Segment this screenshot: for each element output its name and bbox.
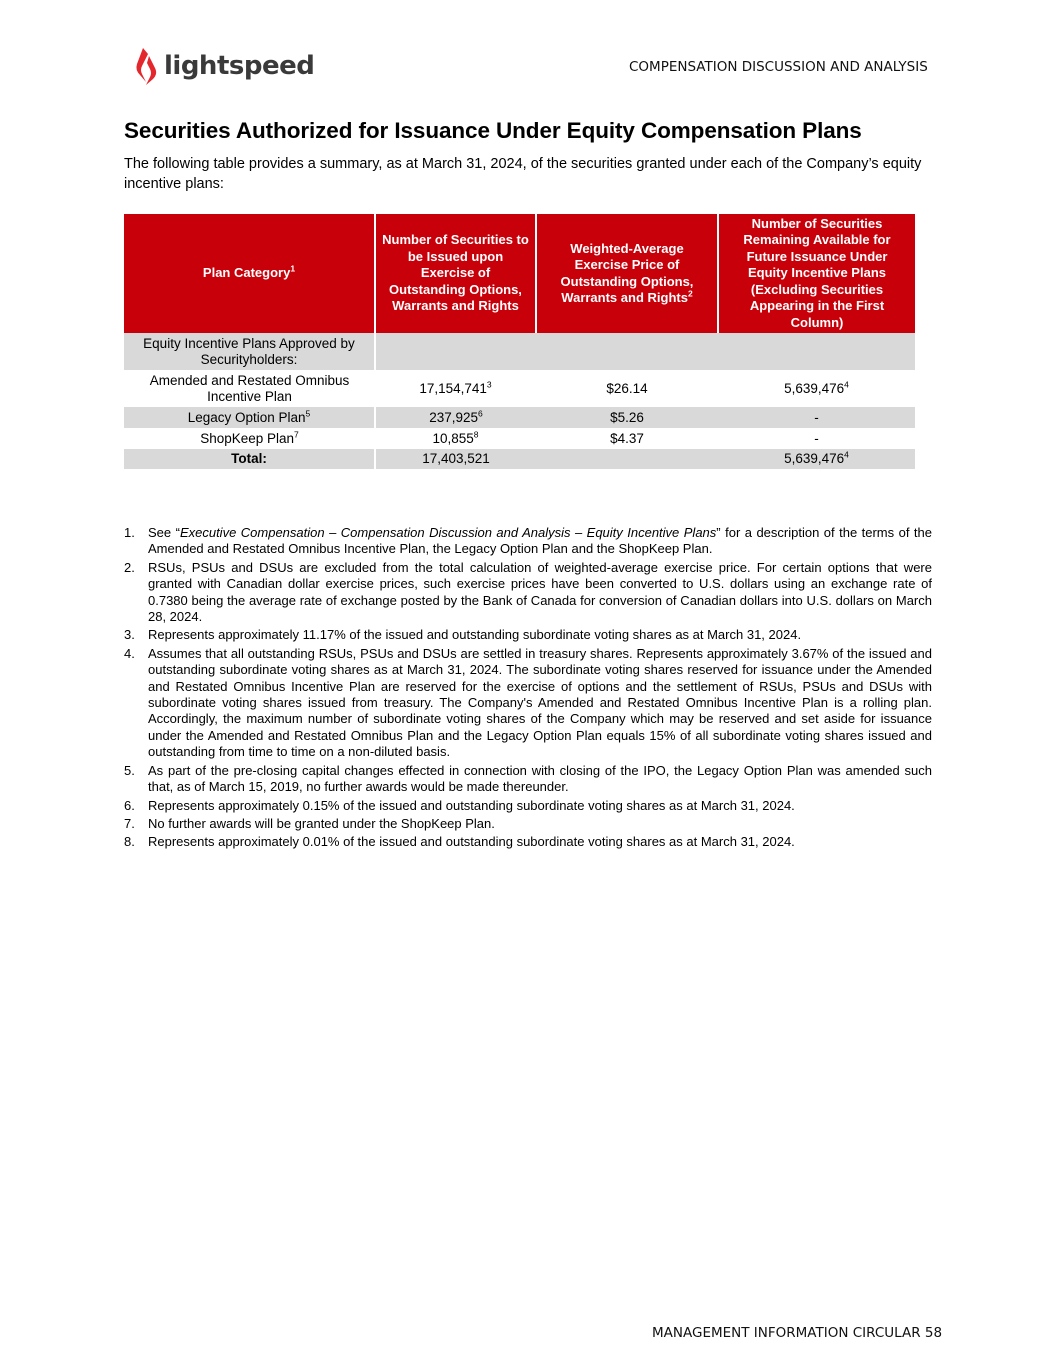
section-label: Equity Incentive Plans Approved by Securityholders: — [124, 333, 375, 370]
securities-to-issue: 10,855$^8$ — [432, 429, 479, 446]
plan-name: ShopKeep Plan$^7$ — [200, 429, 299, 446]
column-header: Weighted-Average Exercise Price of Outstanding Options, Warrants and Rights$^2$ — [536, 214, 718, 333]
footnote: 5. As part of the pre-closing capital changes effected in connection with closing of the IPO, the Legacy Option Plan was amended such that, as of March 15, 2019, no further awards would be made thereunder. — [124, 762, 932, 795]
plan-name: Amended and Restated Omnibus Incentive Plan — [149, 372, 350, 404]
total-securities-to-issue: 17,403,521 — [375, 449, 536, 469]
securities-to-issue: 237,925$^6$ — [375, 407, 536, 428]
table-total-row — [124, 449, 915, 469]
footnote: 2. RSUs, PSUs and DSUs are excluded from the total calculation of weighted-average exercise price. For certain options that were granted with Canadian dollar exercise prices, such exercise prices have been converted to U.S. dollars using an exchange rate of 0.7380 being the average rate of exchange posted by the Bank of Canada for conversion of Canadian dollars into U.S. dollars on March 28, 2024. — [124, 559, 932, 625]
plan-name: Legacy Option Plan$^5$ — [124, 407, 375, 428]
table-row — [124, 370, 915, 407]
footnote: 3. Represents approximately 11.17% of the issued and outstanding subordinate voting shares as at March 31, 2024. — [124, 627, 802, 643]
logo-wordmark: lightspeed — [164, 51, 315, 81]
footnote: 6. Represents approximately 0.15% of the issued and outstanding subordinate voting shares as at March 31, 2024. — [124, 797, 795, 813]
footnote: 1. See “Executive Compensation – Compensation Discussion and Analysis – Equity Incentive Plans” for a description of the terms of the Amended and Restated Omnibus Incentive Plan, the Legacy Option Plan and the ShopKeep Plan. — [124, 525, 932, 557]
intro-paragraph: The following table provides a summary, as at March 31, 2024, of the securities granted under each of the Company’s equity incentive plans: — [124, 156, 922, 192]
securities-to-issue: 17,154,741$^3$ — [419, 379, 492, 396]
section-header: COMPENSATION DISCUSSION AND ANALYSIS — [629, 59, 928, 75]
company-logo — [134, 46, 314, 86]
table-section-row — [124, 333, 915, 370]
total-label: Total: — [124, 449, 375, 469]
exercise-price: $4.37 — [610, 430, 644, 446]
footnote: 8. Represents approximately 0.01% of the issued and outstanding subordinate voting shares as at March 31, 2024. — [124, 834, 795, 850]
table-header-row — [124, 214, 915, 333]
table-row — [124, 407, 915, 428]
footnote: 4. Assumes that all outstanding RSUs, PSUs and DSUs are settled in treasury shares. Represents approximately 3.67% of the issued and outstanding subordinate voting shares as at March 31, 2024. The subordinate voting shares reserved for issuance under the Amended and Restated Omnibus Incentive Plan are reserved for the exercise of options and the settlement of RSUs, PSUs and DSUs with subordinate voting shares issued from treasury. The Company's Amended and Restated Omnibus Incentive Plan is a rolling plan. Accordingly, the maximum number of subordinate voting shares of the Company which may be reserved and set aside for issuance under the Amended and Restated Omnibus Plan and the Legacy Option Plan equals 15% of all subordinate voting shares issued and outstanding from time to time on a non-diluted basis. — [124, 645, 932, 760]
lightspeed-flame-icon — [134, 46, 160, 86]
column-header: Plan Category$^1$ — [124, 214, 375, 333]
page-footer: MANAGEMENT INFORMATION CIRCULAR 58 — [652, 1325, 943, 1341]
securities-remaining: - — [718, 407, 915, 428]
column-header: Number of Securities to be Issued upon Exercise of Outstanding Options, Warrants and Rights — [375, 214, 536, 333]
table-row — [124, 428, 915, 449]
exercise-price: $5.26 — [536, 407, 718, 428]
total-securities-remaining: 5,639,476$^4$ — [718, 449, 915, 469]
exercise-price: $26.14 — [606, 380, 648, 396]
securities-remaining: 5,639,476$^4$ — [784, 379, 849, 396]
footnote: 7. No further awards will be granted under the ShopKeep Plan. — [124, 815, 495, 831]
equity-plans-table — [124, 214, 915, 469]
page-heading: Securities Authorized for Issuance Under Equity Compensation Plans — [124, 118, 862, 143]
securities-remaining: - — [814, 430, 819, 446]
column-header: Number of Securities Remaining Available for Future Issuance Under Equity Incentive Plans (Excluding Securities Appearing in the First Column) — [718, 214, 915, 333]
footnotes-list — [124, 525, 932, 853]
